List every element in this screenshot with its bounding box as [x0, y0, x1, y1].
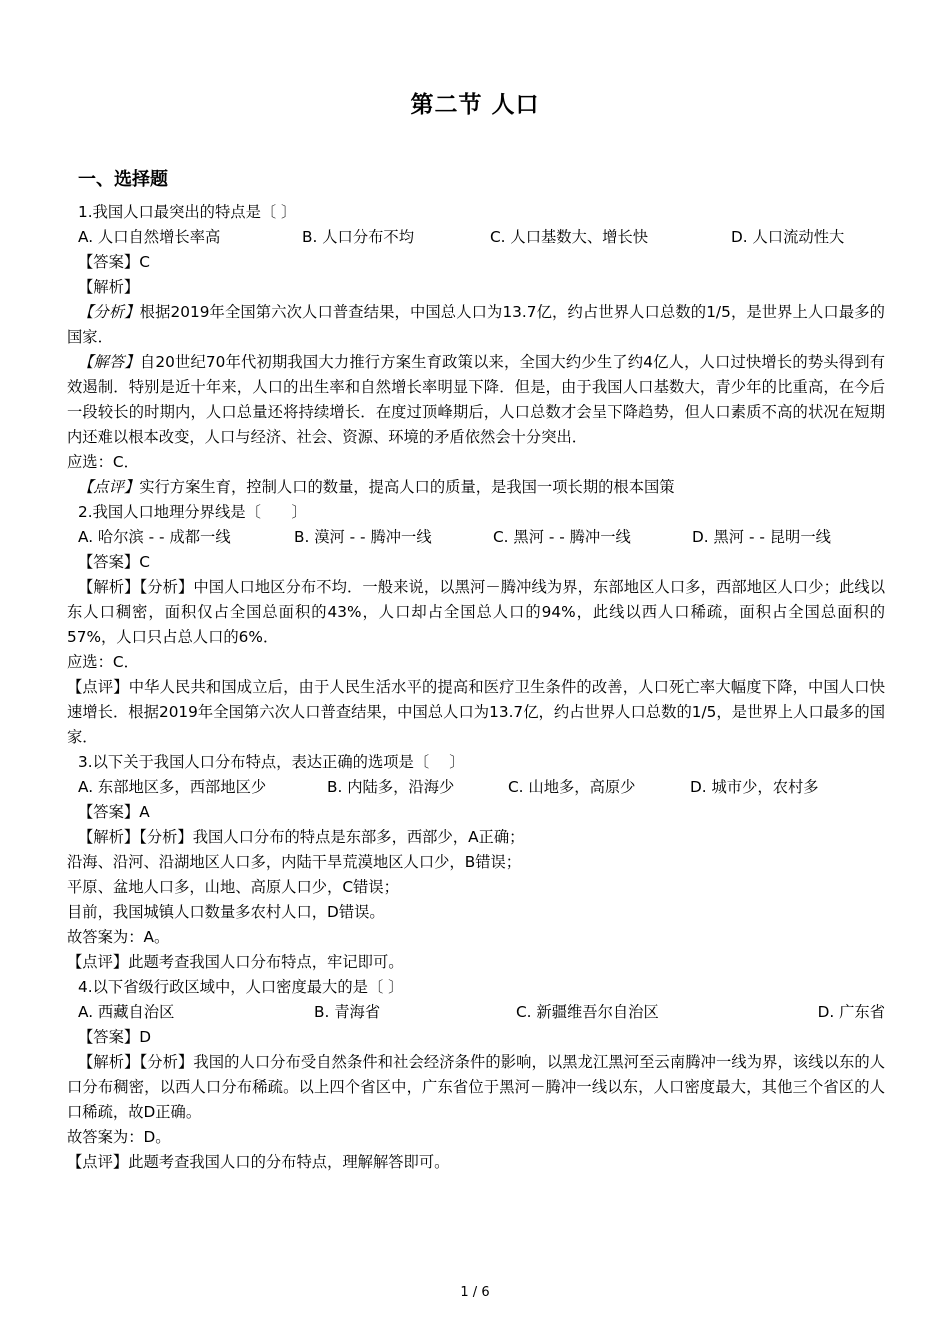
q2-dianping: 【点评】中华人民共和国成立后，由于人民生活水平的提高和医疗卫生条件的改善，人口死亡率大幅度下降，中国人口快速增长．根据2019年全国第六次人口普查结果，中国总人口为13.7亿，约占世界人口总数的1/5，是世界上人口最多的国家． [67, 678, 885, 746]
q2-option-d: D. 黑河 - - 昆明一线 [692, 528, 831, 546]
q1-analysis-head: 【解析】 [78, 278, 140, 296]
q3-options [67, 775, 885, 800]
section-heading: 一、选择题 [78, 169, 168, 190]
q1-fenxi [67, 300, 885, 350]
q4-dianping: 【点评】此题考查我国人口的分布特点，理解解答即可。 [67, 1153, 450, 1171]
q4-option-c: C. 新疆维吾尔自治区 [516, 1003, 659, 1021]
q4-answer: 【答案】D [78, 1028, 151, 1046]
q2-stem: 2.我国人口地理分界线是〔 〕 [78, 503, 307, 521]
q3-option-c: C. 山地多，高原少 [508, 778, 636, 796]
q1-jieda-text: 自20世纪70年代初期我国大力推行方案生育政策以来，全国大约少生了约4亿人，人口过快增长的势头得到有效遏制．特别是近十年来，人口的出生率和自然增长率明显下降．但是，由于我国人口基数大，青少年的比重高，在今后一段较长的时期内，人口总量还将持续增长．在度过顶峰期后，人口总数才会呈下降趋势，但人口素质不高的状况在短期内还难以根本改变，人口与经济、社会、资源、环境的矛盾依然会十分突出． [67, 353, 885, 446]
q1-options [67, 225, 885, 250]
q3-analysis-line-4: 目前，我国城镇人口数量多农村人口，D错误。 [67, 903, 385, 921]
q1-option-b: B. 人口分布不均 [302, 228, 415, 246]
q2-answer: 【答案】C [78, 553, 150, 571]
q4-analysis: 【解析】【分析】我国的人口分布受自然条件和社会经济条件的影响，以黑龙江黑河至云南腾冲一线为界，该线以东的人口分布稠密，以西人口分布稀疏。以上四个省区中，广东省位于黑河－腾冲一线以东，人口密度最大，其他三个省区的人口稀疏，故D正确。 [67, 1053, 885, 1121]
page-title: 第二节 人口 [410, 92, 540, 118]
q1-option-d: D. 人口流动性大 [731, 228, 845, 246]
q1-jieda-tag: 【解答】 [78, 353, 140, 371]
q2-option-b: B. 漠河 - - 腾冲一线 [294, 528, 432, 546]
q3-analysis-line-2: 沿海、沿河、沿湖地区人口多，内陆干旱荒漠地区人口少，B错误； [67, 853, 522, 871]
q2-option-c: C. 黑河 - - 腾冲一线 [493, 528, 631, 546]
q1-fenxi-text: 根据2019年全国第六次人口普查结果，中国总人口为13.7亿，约占世界人口总数的1/5，是世界上人口最多的国家． [67, 303, 885, 346]
q4-option-a: A. 西藏自治区 [78, 1003, 175, 1021]
q4-options [67, 1000, 885, 1025]
q1-choose: 应选：C． [67, 453, 139, 471]
q4-conclusion: 故答案为：D。 [67, 1128, 171, 1146]
q3-analysis: 【解析】【分析】我国人口分布的特点是东部多，西部少，A正确； [78, 828, 525, 846]
q3-analysis-line-3: 平原、盆地人口多，山地、高原人口少，C错误； [67, 878, 399, 896]
q2-options [67, 525, 885, 550]
q3-option-d: D. 城市少，农村多 [690, 778, 819, 796]
q3-answer: 【答案】A [78, 803, 150, 821]
q3-conclusion: 故答案为：A。 [67, 928, 170, 946]
q2-option-a: A. 哈尔滨 - - 成都一线 [78, 528, 231, 546]
q1-dianping-tag: 【点评】 [78, 478, 140, 496]
document-body [67, 200, 885, 1175]
q3-stem: 3.以下关于我国人口分布特点，表达正确的选项是〔 〕 [78, 753, 465, 771]
q2-choose: 应选：C． [67, 653, 139, 671]
q1-option-c: C. 人口基数大、增长快 [490, 228, 649, 246]
q4-option-d: D. 广东省 [817, 1003, 885, 1021]
q4-option-b: B. 青海省 [314, 1003, 381, 1021]
q3-option-a: A. 东部地区多，西部地区少 [78, 778, 267, 796]
q1-jieda [67, 350, 885, 450]
q1-answer: 【答案】C [78, 253, 150, 271]
q1-stem: 1.我国人口最突出的特点是〔 〕 [78, 203, 297, 221]
q1-option-a: A. 人口自然增长率高 [78, 228, 221, 246]
q4-stem: 4.以下省级行政区域中，人口密度最大的是〔 〕 [78, 978, 404, 996]
q3-option-b: B. 内陆多，沿海少 [327, 778, 455, 796]
q3-dianping: 【点评】此题考查我国人口分布特点，牢记即可。 [67, 953, 404, 971]
q1-fenxi-tag: 【分析】 [78, 303, 140, 321]
page-number: 1 / 6 [460, 1285, 490, 1300]
q2-analysis: 【解析】【分析】中国人口地区分布不均．一般来说，以黑河－腾冲线为界，东部地区人口多，西部地区人口少；此线以东人口稠密，面积仅占全国总面积的43%，人口却占全国总人口的94%，此线以西人口稀疏，面积占全国总面积的57%，人口只占总人口的6%． [67, 578, 885, 646]
q1-dianping-text: 实行方案生育，控制人口的数量，提高人口的质量，是我国一项长期的根本国策 [139, 478, 675, 496]
q1-dianping [67, 475, 885, 500]
